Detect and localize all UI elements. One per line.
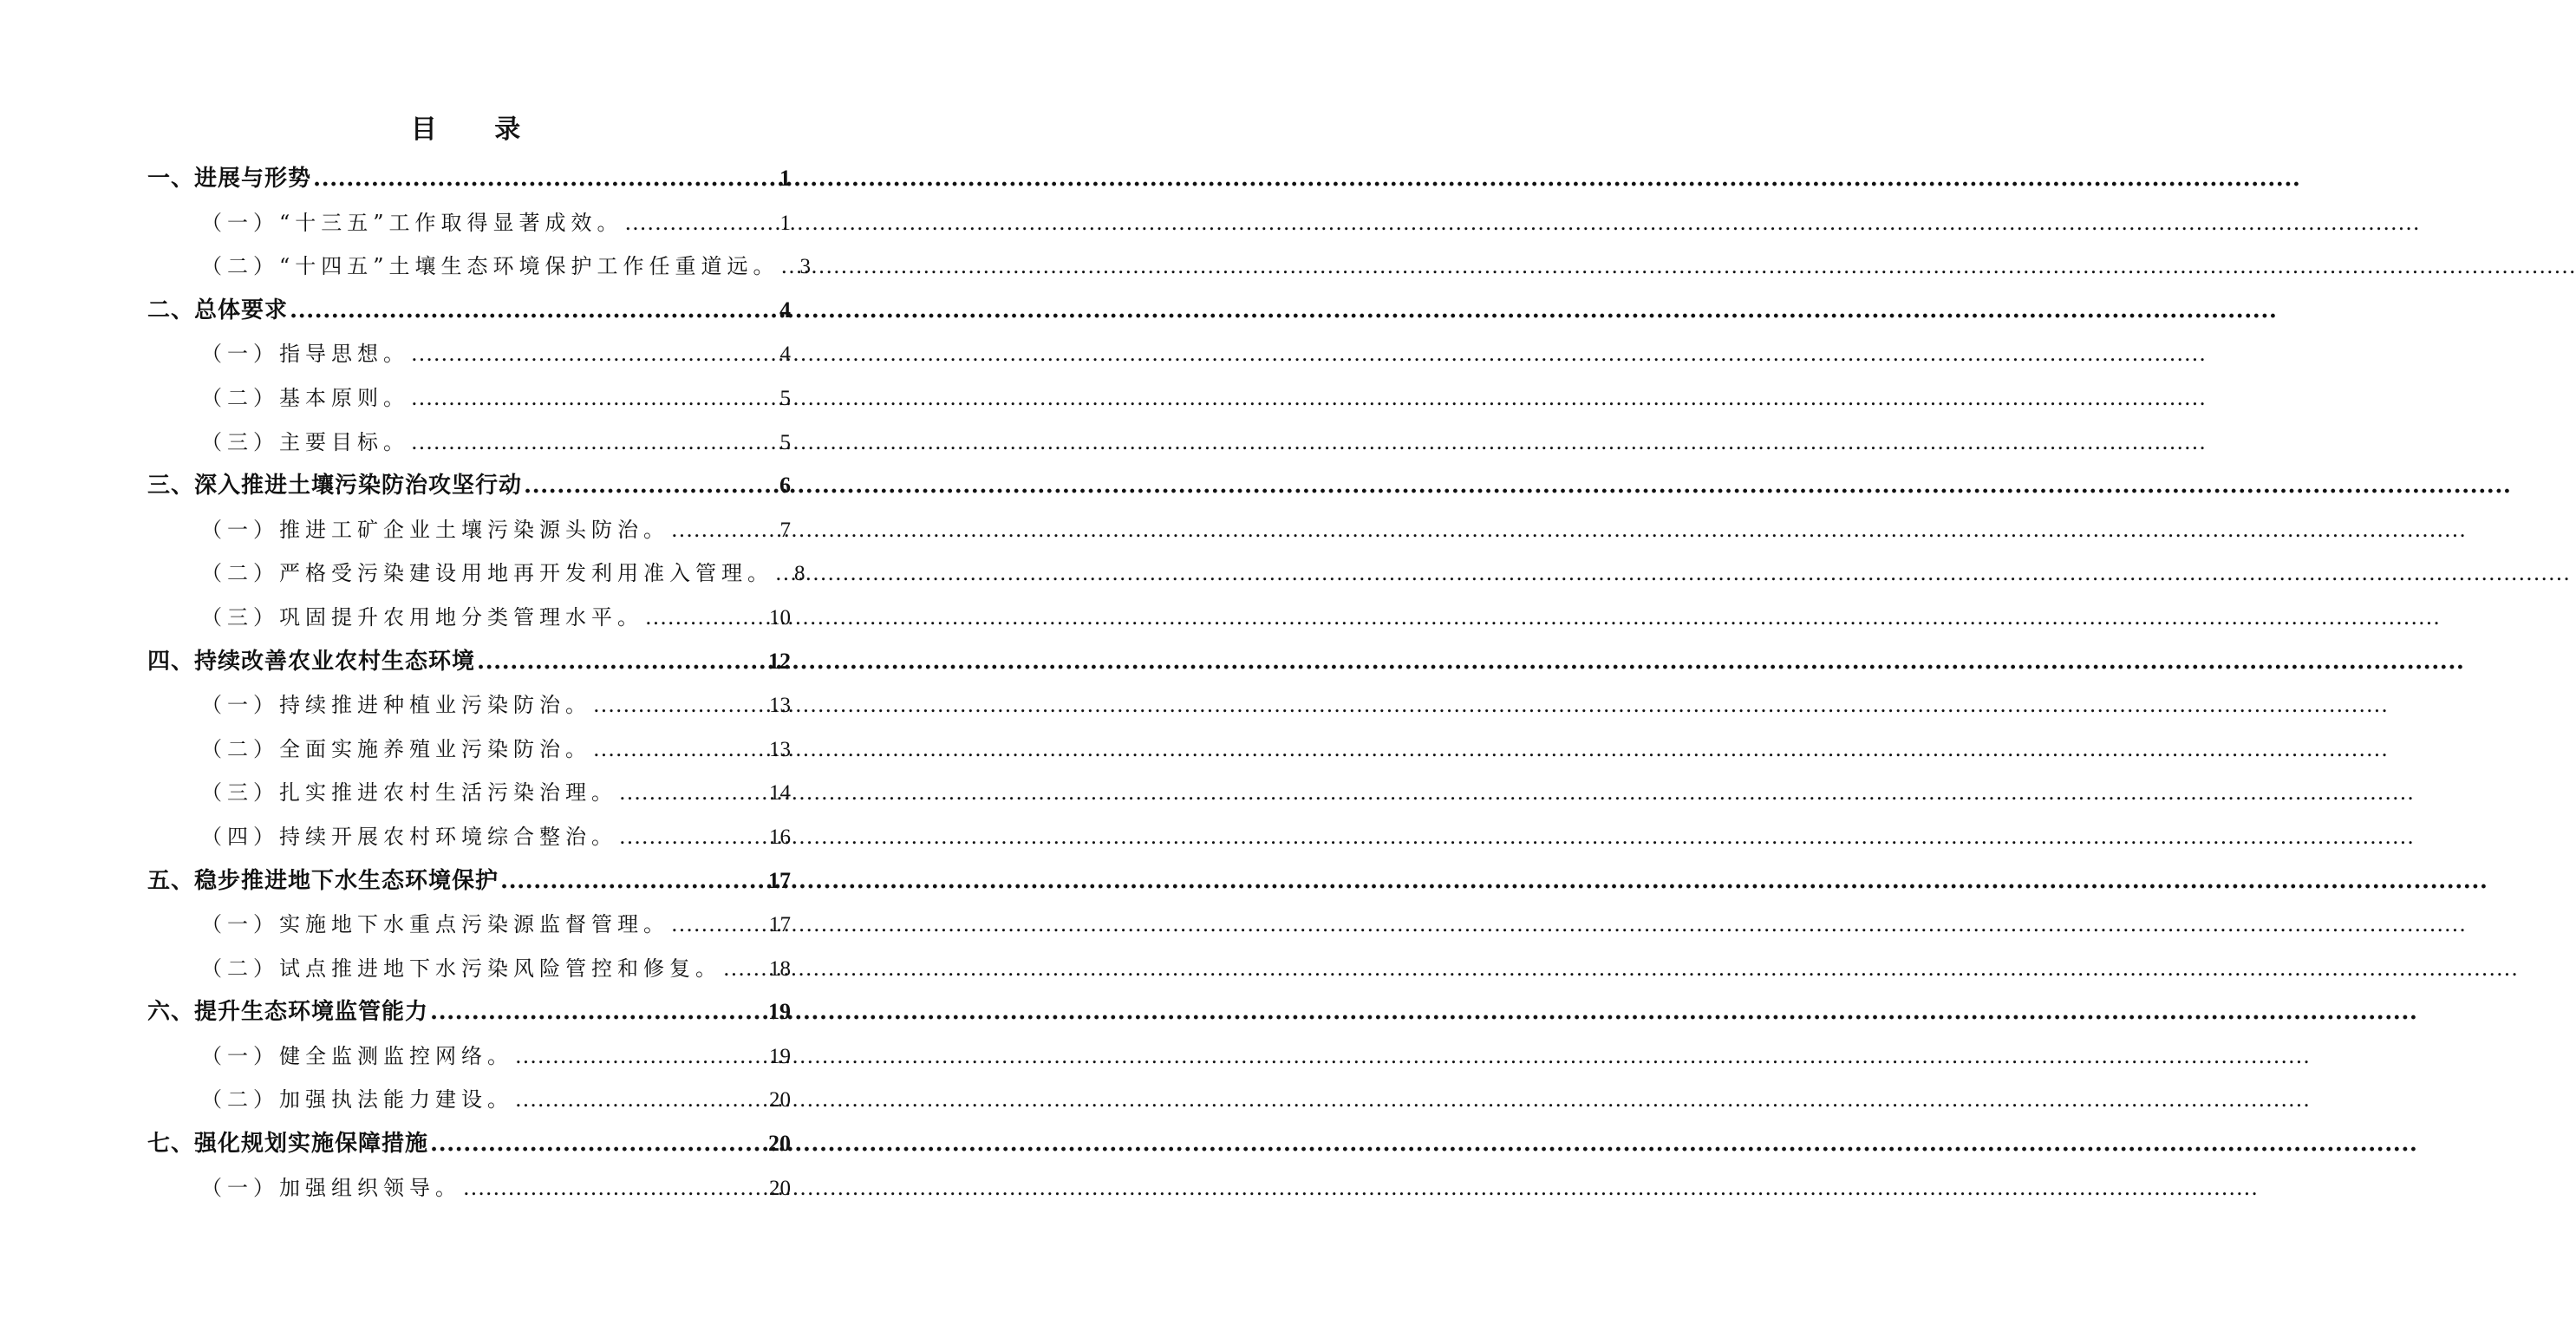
- toc-page-number: 7: [779, 518, 791, 542]
- toc-chapter-entry[interactable]: [147, 990, 791, 1034]
- toc-entry-text: （一）推进工矿企业土壤污染源头防治。: [201, 517, 669, 542]
- toc-entry-text: 四、持续改善农业农村生态环境: [147, 648, 476, 675]
- toc-dot-leader: [430, 1122, 766, 1166]
- toc-chapter-entry[interactable]: [147, 1122, 791, 1166]
- toc-dot-leader: [515, 1078, 767, 1122]
- toc-entry-text: （一）持续推进种植业污染防治。: [201, 693, 591, 718]
- toc-dot-leader: [411, 376, 779, 421]
- toc-dot-leader: [619, 771, 767, 815]
- toc-page-number: 12: [768, 648, 791, 674]
- toc-entry-text: （二）全面实施养殖业污染防治。: [201, 736, 591, 761]
- toc-page-number: 6: [779, 473, 791, 499]
- toc-section-entry[interactable]: [147, 596, 791, 640]
- toc-entry-text: （二）“十四五”土壤生态环境保护工作任重道远。: [201, 254, 779, 279]
- toc-entry-text: （三）扎实推进农村生活污染治理。: [201, 780, 617, 806]
- toc-dot-leader: [463, 1166, 767, 1210]
- toc-page-number: 4: [779, 297, 791, 323]
- toc-entry-text: （二）加强执法能力建设。: [201, 1087, 513, 1112]
- toc-dot-leader: [500, 859, 766, 904]
- toc-list: [147, 157, 812, 1210]
- toc-page-number: 17: [769, 913, 791, 937]
- toc-page-number: 18: [769, 956, 791, 981]
- toc-entry-text: 七、强化规划实施保障措施: [147, 1131, 429, 1158]
- toc-page-number: 17: [768, 867, 791, 893]
- toc-page-number: 19: [768, 999, 791, 1025]
- toc-section-entry[interactable]: [147, 1078, 791, 1122]
- toc-section-entry[interactable]: [147, 376, 791, 421]
- toc-page-number: 1: [779, 211, 791, 235]
- toc-page-number: 10: [769, 605, 791, 630]
- toc-dot-leader: [619, 815, 767, 859]
- toc-section-entry[interactable]: [147, 508, 791, 552]
- toc-entry-text: 六、提升生态环境监管能力: [147, 999, 429, 1026]
- toc-dot-leader: [625, 201, 779, 245]
- toc-section-entry[interactable]: [147, 245, 812, 289]
- toc-entry-text: （一）加强组织领导。: [201, 1175, 461, 1200]
- toc-dot-leader: [524, 464, 778, 508]
- toc-page-number: 20: [769, 1176, 791, 1200]
- toc-entry-text: （一）实施地下水重点污染源监督管理。: [201, 912, 669, 937]
- toc-dot-leader: [411, 421, 779, 465]
- toc-dot-leader: [430, 990, 766, 1034]
- toc-page-number: 14: [769, 781, 791, 806]
- toc-chapter-entry[interactable]: [147, 859, 791, 904]
- toc-dot-leader: [313, 157, 778, 201]
- toc-entry-text: （一）指导思想。: [201, 342, 409, 367]
- toc-page-number: 3: [799, 255, 812, 279]
- toc-dot-leader: [477, 640, 766, 684]
- toc-dot-leader: [593, 683, 767, 728]
- toc-section-entry[interactable]: [147, 728, 791, 772]
- toc-dot-leader: [593, 728, 767, 772]
- toc-page-number: 1: [779, 166, 791, 191]
- toc-page-number: 13: [769, 737, 791, 761]
- toc-section-entry[interactable]: [147, 1166, 791, 1210]
- toc-chapter-entry[interactable]: [147, 640, 791, 684]
- toc-dot-leader: [645, 596, 767, 640]
- toc-dot-leader: [515, 1034, 767, 1079]
- toc-entry-text: （一）“十三五”工作取得显著成效。: [201, 210, 623, 235]
- toc-page-number: 5: [779, 386, 791, 410]
- toc-dot-leader: [411, 332, 779, 376]
- toc-section-entry[interactable]: [147, 551, 805, 596]
- document-page: [0, 0, 931, 1318]
- toc-dot-leader: [290, 289, 778, 333]
- toc-page-number: 4: [779, 343, 791, 367]
- toc-dot-leader: [723, 947, 767, 991]
- toc-section-entry[interactable]: [147, 421, 791, 465]
- toc-entry-text: （二）基本原则。: [201, 385, 409, 410]
- toc-section-entry[interactable]: [147, 683, 791, 728]
- toc-entry-text: 二、总体要求: [147, 297, 289, 323]
- toc-page-number: 13: [769, 694, 791, 718]
- toc-page-number: 20: [769, 1088, 791, 1112]
- toc-entry-text: 三、深入推进土壤污染防治攻坚行动: [147, 473, 523, 499]
- toc-dot-leader: [781, 245, 799, 289]
- toc-title: 目 录: [410, 114, 545, 145]
- toc-page-number: 16: [769, 825, 791, 849]
- toc-entry-text: 一、进展与形势: [147, 166, 312, 192]
- toc-chapter-entry[interactable]: [147, 289, 791, 333]
- toc-entry-text: （三）巩固提升农用地分类管理水平。: [201, 604, 643, 630]
- toc-section-entry[interactable]: [147, 947, 791, 991]
- toc-section-entry[interactable]: [147, 771, 791, 815]
- toc-page-number: 5: [779, 430, 791, 454]
- toc-chapter-entry[interactable]: [147, 464, 791, 508]
- toc-entry-text: （四）持续开展农村环境综合整治。: [201, 824, 617, 849]
- toc-dot-leader: [671, 508, 779, 552]
- toc-entry-text: （二）严格受污染建设用地再开发利用准入管理。: [201, 561, 773, 586]
- toc-dot-leader: [671, 903, 767, 947]
- toc-page-number: 20: [768, 1131, 791, 1157]
- toc-entry-text: （一）健全监测监控网络。: [201, 1043, 513, 1068]
- toc-section-entry[interactable]: [147, 903, 791, 947]
- toc-entry-text: （二）试点推进地下水污染风险管控和修复。: [201, 956, 721, 981]
- toc-section-entry[interactable]: [147, 1034, 791, 1079]
- toc-page-number: 19: [769, 1044, 791, 1068]
- toc-page-number: 8: [794, 562, 805, 586]
- toc-dot-leader: [775, 551, 792, 596]
- toc-section-entry[interactable]: [147, 332, 791, 376]
- toc-entry-text: 五、稳步推进地下水生态环境保护: [147, 867, 499, 894]
- toc-entry-text: （三）主要目标。: [201, 429, 409, 454]
- toc-section-entry[interactable]: [147, 815, 791, 859]
- toc-chapter-entry[interactable]: [147, 157, 791, 201]
- toc-section-entry[interactable]: [147, 201, 791, 245]
